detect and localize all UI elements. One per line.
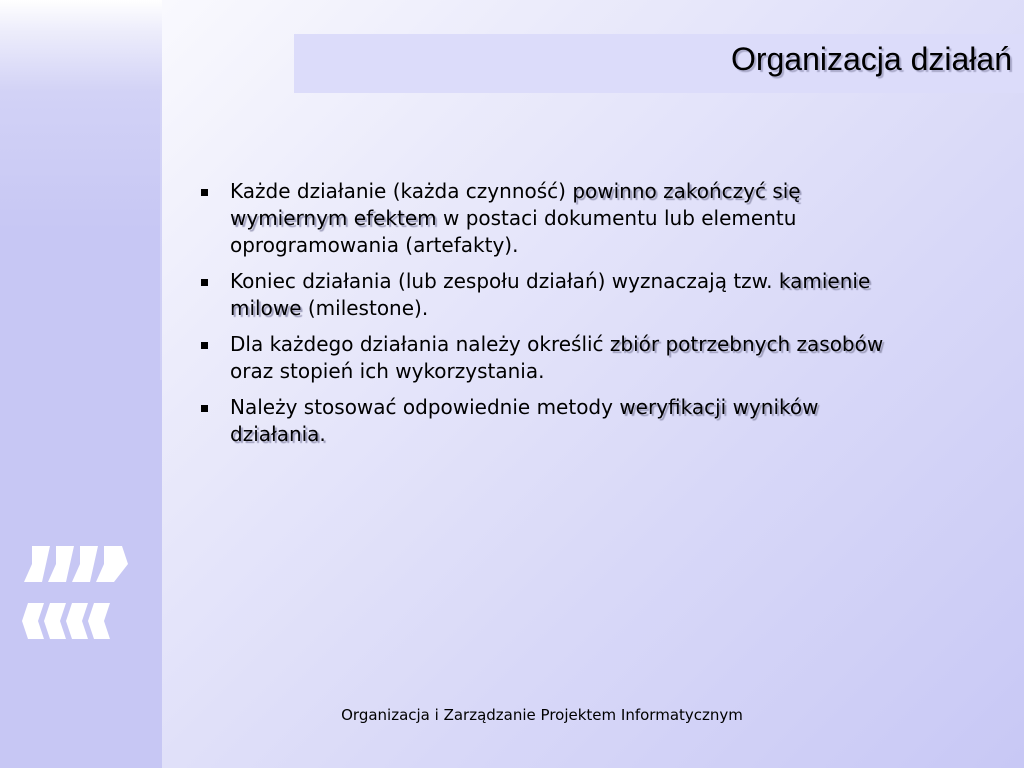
square-bullet-icon [201,189,208,196]
slide-footer: Organizacja i Zarządzanie Projektem Informatycznym [341,706,743,724]
title-band [294,34,1024,93]
bullet-highlight: weryfikacji wyników działania. [230,395,819,446]
bullet-text: oraz stopień ich wykorzystania. [230,359,545,383]
left-sidebar [0,0,162,768]
bullet-text: Każde działanie (każda czynność) [230,179,573,203]
right-chevrons-icon [20,545,130,587]
bullet-text: Koniec działania (lub zespołu działań) wyznaczają tzw. [230,269,779,293]
bullet-text: (milestone). [301,296,429,320]
bullet-item [200,268,900,322]
square-bullet-icon [201,279,208,286]
slide-content [200,178,900,457]
bullet-item [200,394,900,448]
bullet-item [200,331,900,385]
bullet-item [200,178,900,259]
bullet-highlight: powinno zakończyć się wymiernym efektem [230,179,801,230]
bullet-text: Należy stosować odpowiednie metody [230,395,620,419]
bullet-highlight: zbiór potrzebnych zasobów [609,332,884,356]
bullet-text: Dla każdego działania należy określić [230,332,610,356]
bullet-highlight: kamienie milowe [230,269,871,320]
square-bullet-icon [201,342,208,349]
left-chevrons-icon [20,602,120,644]
bullet-text: w postaci dokumentu lub elementu oprogramowania (artefakty). [230,206,797,257]
slide-title: Organizacja działań [730,41,1012,77]
sidebar-edge [160,90,162,380]
square-bullet-icon [201,405,208,412]
bullet-list [200,178,900,448]
